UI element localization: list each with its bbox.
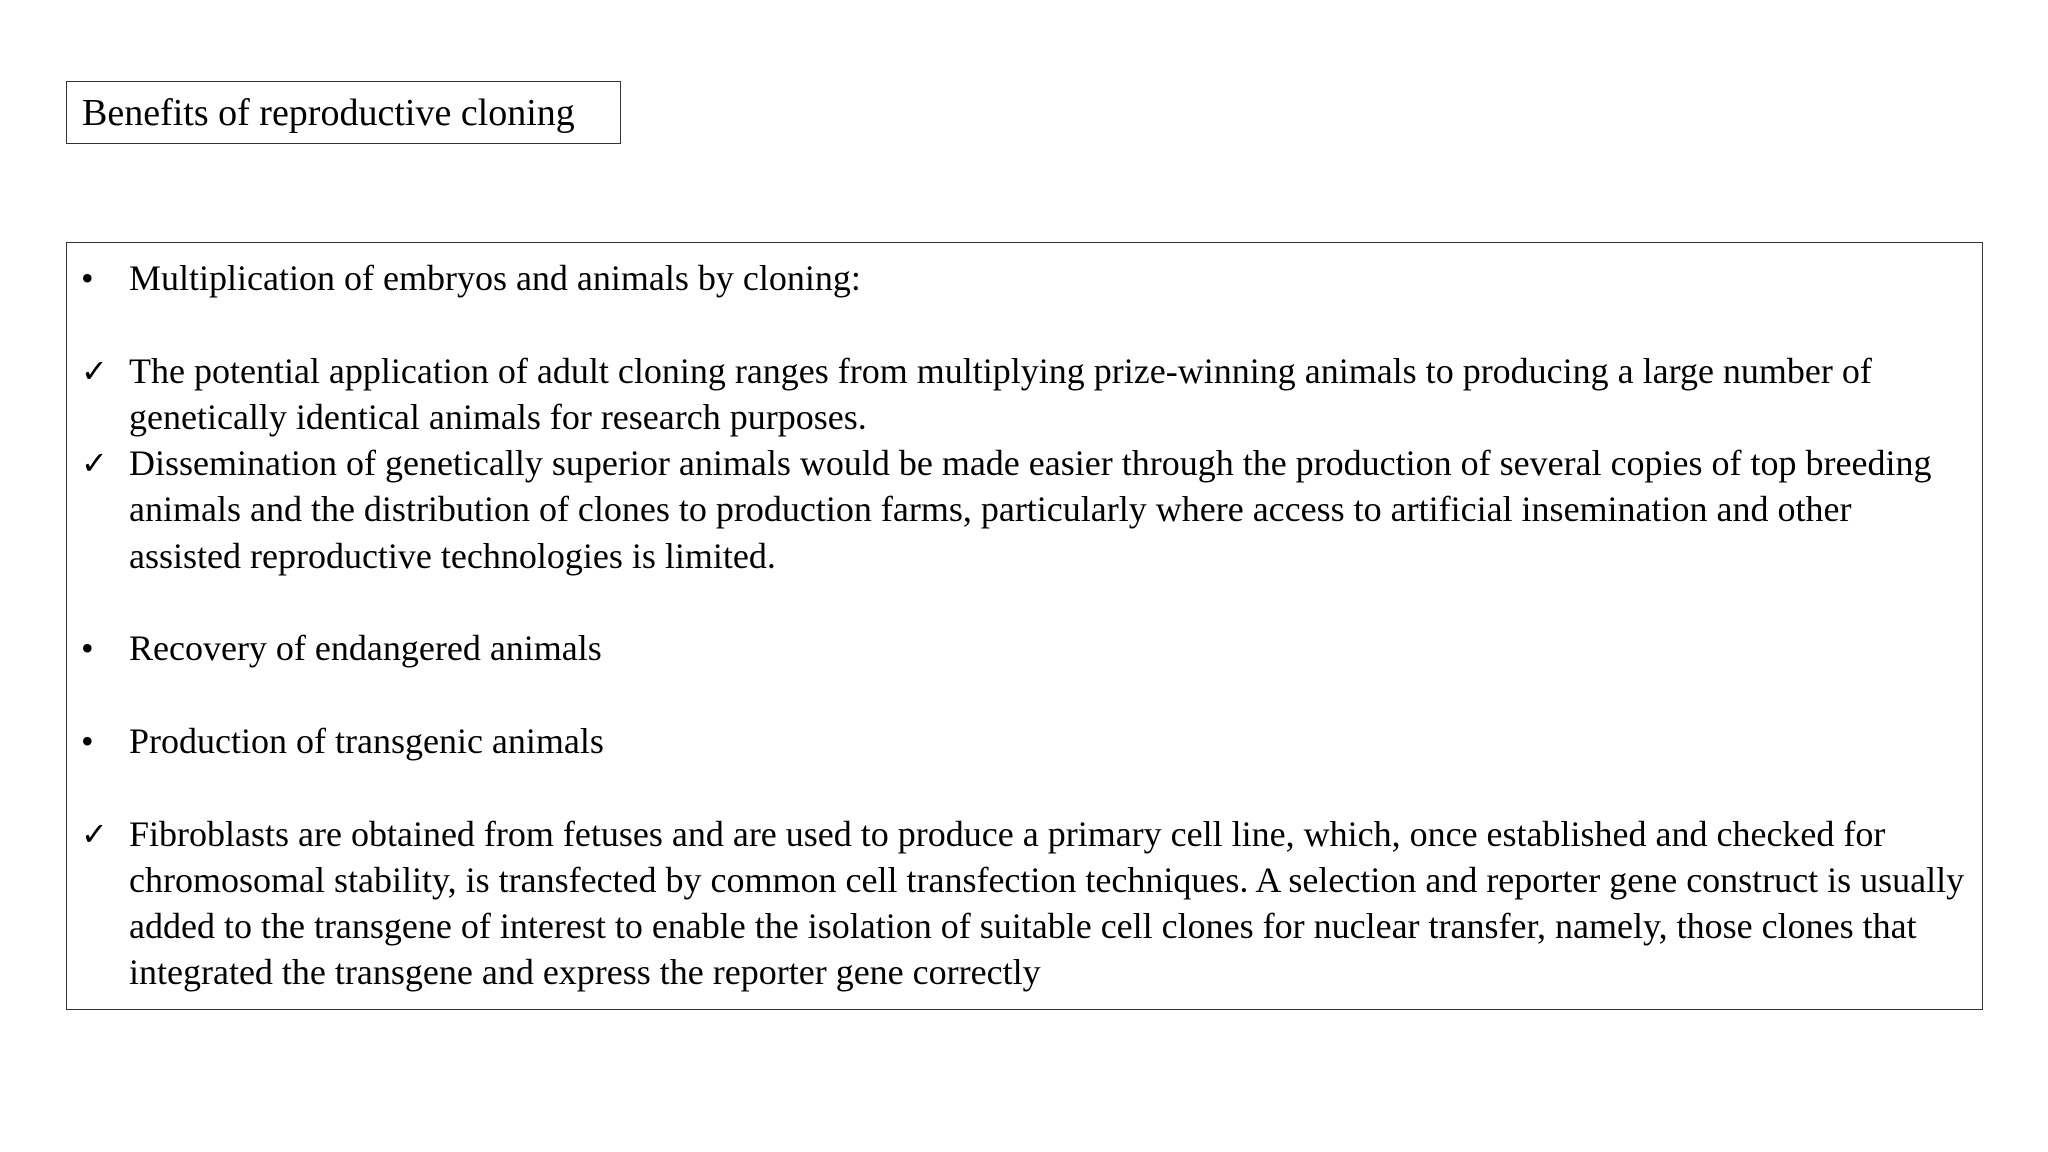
spacer	[79, 764, 1972, 810]
check-text: Dissemination of genetically superior animals would be made easier through the production of several copies of top breeding animals and the distribution of clones to production farms, particularly where access to artificial insemination and other assisted reproductive technologies is limited.	[129, 443, 1932, 576]
bullet-item-recovery	[79, 625, 1972, 671]
check-text: Fibroblasts are obtained from fetuses and are used to produce a primary cell line, which, once established and checked for chromosomal stability, is transfected by common cell transfection techniques. A selection and reporter gene construct is usually added to the transgene of interest to enable the isolation of suitable cell clones for nuclear transfer, namely, those clones that integrated the transgene and express the reporter gene correctly	[129, 813, 1965, 993]
bullet-text: Production of transgenic animals	[129, 720, 604, 761]
check-text: The potential application of adult cloning ranges from multiplying prize-winning animals to producing a large number of genetically identical animals for research purposes.	[129, 350, 1872, 437]
bullet-item-transgenic	[79, 718, 1972, 764]
spacer	[79, 672, 1972, 718]
checkmark-icon: ✓	[81, 444, 108, 483]
checkmark-icon: ✓	[81, 814, 108, 853]
bullet-icon: •	[81, 720, 94, 761]
bullet-item-multiplication	[79, 255, 1972, 301]
slide-title-box	[66, 81, 621, 144]
content-box	[66, 242, 1983, 1010]
check-item-adult-cloning	[79, 348, 1972, 441]
check-item-fibroblasts	[79, 811, 1972, 996]
check-item-dissemination	[79, 440, 1972, 579]
bullet-text: Multiplication of embryos and animals by cloning:	[129, 258, 861, 298]
spacer	[79, 579, 1972, 625]
bullet-text: Recovery of endangered animals	[129, 628, 602, 669]
bullet-icon: •	[81, 258, 94, 298]
slide-title: Benefits of reproductive cloning	[82, 91, 575, 134]
bullet-icon: •	[81, 628, 94, 669]
checkmark-icon: ✓	[81, 351, 108, 390]
spacer	[79, 301, 1972, 347]
